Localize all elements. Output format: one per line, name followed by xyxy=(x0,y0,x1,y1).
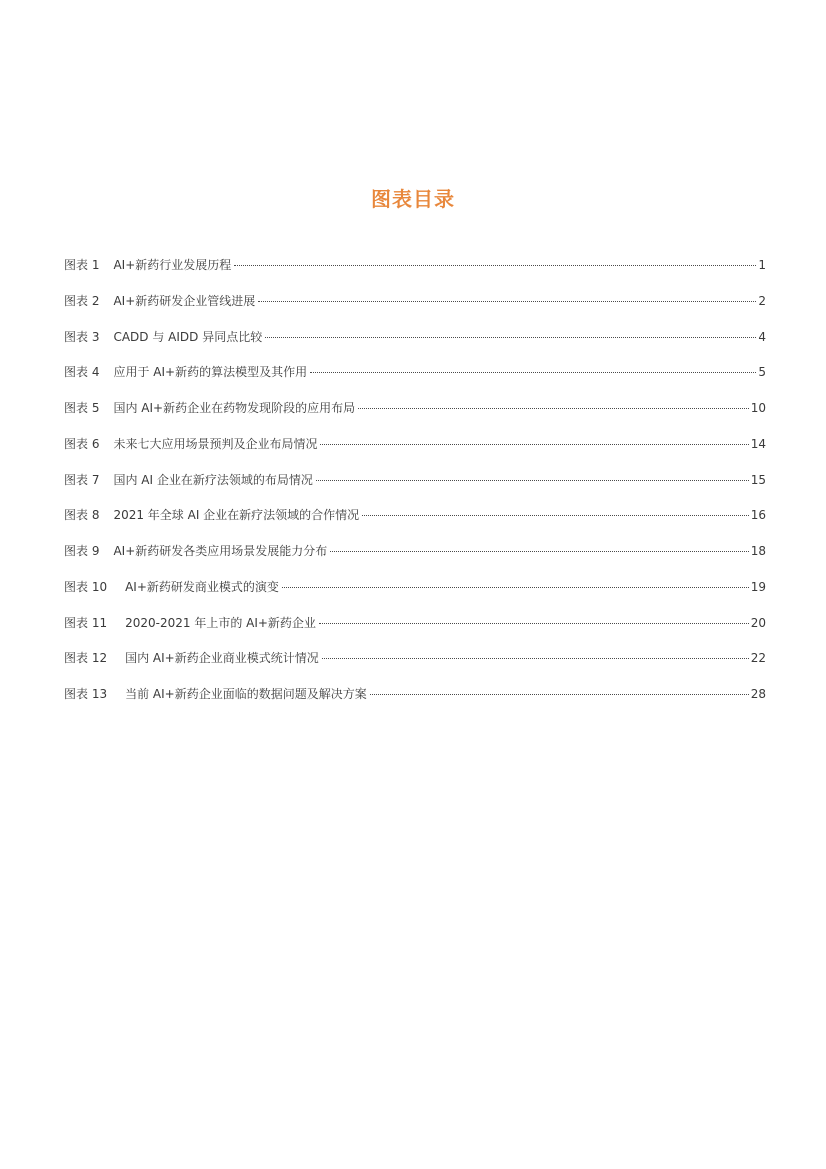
entry-label: 图表 4 xyxy=(64,365,100,380)
entry-page-number: 28 xyxy=(750,687,766,701)
toc-entry[interactable] xyxy=(64,578,766,614)
toc-entry[interactable] xyxy=(64,292,766,328)
toc-entry[interactable] xyxy=(64,399,766,435)
entry-page-number: 5 xyxy=(758,365,766,380)
dot-leader xyxy=(265,337,756,338)
dot-leader xyxy=(322,658,749,659)
toc-entry[interactable] xyxy=(64,542,766,578)
entry-label: 图表 8 xyxy=(64,508,100,523)
entry-title: AI+新药行业发展历程 xyxy=(113,258,232,272)
toc-entry[interactable] xyxy=(64,506,766,542)
toc-entry[interactable] xyxy=(64,435,766,471)
entry-title: 未来七大应用场景预判及企业布局情况 xyxy=(113,436,318,451)
entry-label: 图表 12 xyxy=(64,651,108,666)
dot-leader xyxy=(282,587,749,588)
toc-entry[interactable] xyxy=(64,363,766,399)
entry-page-number: 4 xyxy=(758,329,766,344)
dot-leader xyxy=(362,515,749,516)
figure-list xyxy=(64,256,766,721)
entry-label: 图表 11 xyxy=(64,615,108,630)
entry-title: AI+新药研发各类应用场景发展能力分布 xyxy=(113,544,328,558)
entry-title: 2021 年全球 AI 企业在新疗法领域的合作情况 xyxy=(113,508,360,523)
page-title: 图表目录 xyxy=(371,187,455,212)
toc-entry[interactable] xyxy=(64,328,766,364)
entry-title: 国内 AI+新药企业在药物发现阶段的应用布局 xyxy=(113,401,356,415)
toc-entry[interactable] xyxy=(64,614,766,650)
entry-title: 国内 AI 企业在新疗法领域的布局情况 xyxy=(113,472,313,487)
entry-title: 应用于 AI+新药的算法模型及其作用 xyxy=(113,365,308,380)
entry-page-number: 16 xyxy=(750,508,766,523)
dot-leader xyxy=(258,301,756,302)
toc-entry[interactable] xyxy=(64,256,766,292)
dot-leader xyxy=(234,265,756,266)
toc-entry[interactable] xyxy=(64,649,766,685)
entry-page-number: 18 xyxy=(750,544,766,558)
entry-label: 图表 5 xyxy=(64,401,100,415)
dot-leader xyxy=(358,408,749,409)
entry-page-number: 14 xyxy=(750,436,766,451)
entry-label: 图表 9 xyxy=(64,544,100,558)
entry-title: AI+新药研发商业模式的演变 xyxy=(125,579,279,594)
toc-entry[interactable] xyxy=(64,471,766,507)
entry-label: 图表 10 xyxy=(64,579,108,594)
entry-title: 2020-2021 年上市的 AI+新药企业 xyxy=(125,615,316,630)
entry-page-number: 1 xyxy=(758,258,766,272)
entry-page-number: 22 xyxy=(750,651,766,666)
entry-label: 图表 6 xyxy=(64,436,100,451)
entry-title: 国内 AI+新药企业商业模式统计情况 xyxy=(125,651,319,666)
entry-label: 图表 3 xyxy=(64,329,100,344)
entry-page-number: 10 xyxy=(750,401,766,415)
entry-page-number: 20 xyxy=(750,615,766,630)
entry-title: 当前 AI+新药企业面临的数据问题及解决方案 xyxy=(125,687,367,701)
dot-leader xyxy=(310,372,756,373)
dot-leader xyxy=(370,694,749,695)
entry-page-number: 19 xyxy=(750,579,766,594)
entry-page-number: 2 xyxy=(758,293,766,308)
dot-leader xyxy=(330,551,748,552)
entry-label: 图表 13 xyxy=(64,687,108,701)
entry-title: CADD 与 AIDD 异同点比较 xyxy=(113,329,263,344)
dot-leader xyxy=(320,444,748,445)
entry-label: 图表 2 xyxy=(64,293,100,308)
dot-leader xyxy=(316,480,749,481)
entry-page-number: 15 xyxy=(750,472,766,487)
toc-entry[interactable] xyxy=(64,685,766,721)
dot-leader xyxy=(319,623,749,624)
entry-label: 图表 7 xyxy=(64,472,100,487)
entry-label: 图表 1 xyxy=(64,258,100,272)
entry-title: AI+新药研发企业管线进展 xyxy=(113,293,256,308)
